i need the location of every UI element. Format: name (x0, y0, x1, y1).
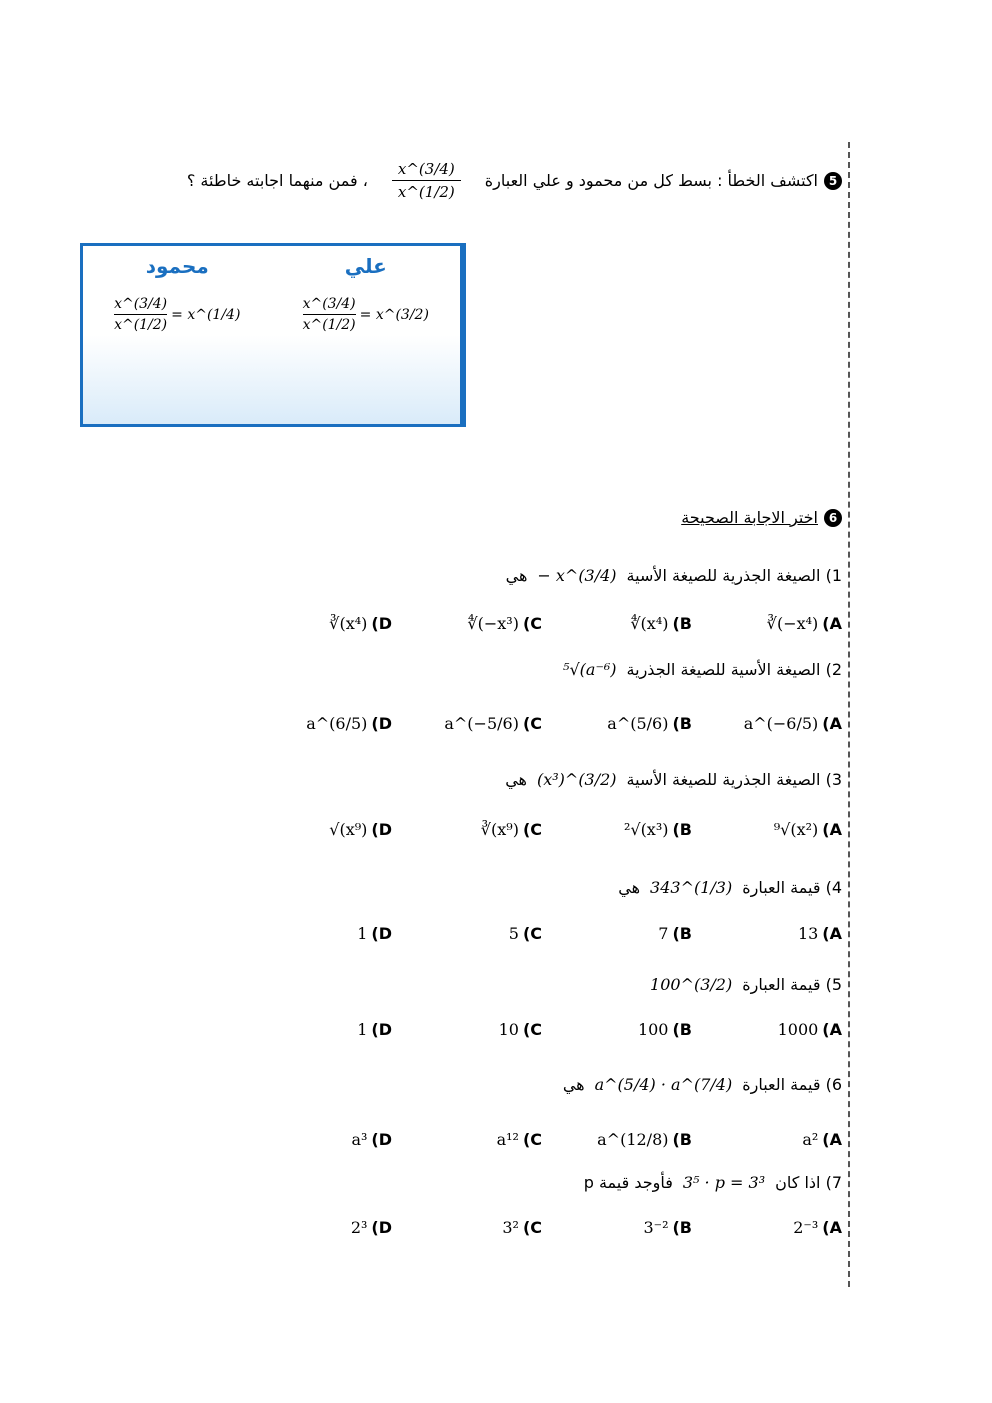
option-label: A) (822, 614, 842, 633)
options-row (242, 1218, 842, 1237)
option-label: B) (672, 820, 692, 839)
option-b[interactable] (542, 1218, 692, 1237)
option-label: B) (672, 1218, 692, 1237)
option-value: ∛(−x⁴) (766, 614, 819, 633)
options-row (242, 1130, 842, 1149)
option-value: ∛(x⁴) (329, 614, 368, 633)
question-7 (584, 1173, 842, 1192)
option-c[interactable] (392, 1020, 542, 1039)
option-b[interactable] (542, 1020, 692, 1039)
option-label: D) (371, 1020, 392, 1039)
option-label: D) (371, 924, 392, 943)
solution-result: = x^(1/4) (171, 306, 241, 323)
option-value: 10 (498, 1020, 519, 1039)
option-label: C) (522, 614, 542, 633)
question-5 (187, 160, 842, 201)
options-row (242, 924, 842, 943)
option-value: 1000 (777, 1020, 819, 1039)
solution-result: = x^(3/2) (359, 306, 429, 323)
option-label: A) (822, 924, 842, 943)
option-value: ∜(x⁴) (630, 614, 669, 633)
option-label: D) (371, 1218, 392, 1237)
option-value: a^(−5/6) (444, 714, 519, 733)
solution-expression (83, 296, 272, 333)
question-text: 1) الصيغة الجذرية للصيغة الأسية (626, 566, 842, 585)
option-d[interactable] (242, 1218, 392, 1237)
option-a[interactable] (692, 1020, 842, 1039)
option-c[interactable] (392, 714, 542, 733)
options-row (242, 614, 842, 633)
option-label: D) (371, 1130, 392, 1149)
question-suffix: هي (562, 1075, 585, 1094)
option-c[interactable] (392, 820, 542, 839)
option-a[interactable] (692, 924, 842, 943)
option-label: D) (371, 614, 392, 633)
solutions-table (80, 243, 466, 427)
solution-denominator: x^(1/2) (114, 317, 168, 333)
option-d[interactable] (242, 714, 392, 733)
option-c[interactable] (392, 1218, 542, 1237)
option-label: B) (672, 924, 692, 943)
option-label: A) (822, 1130, 842, 1149)
option-a[interactable] (692, 1218, 842, 1237)
option-label: A) (822, 714, 842, 733)
question-4 (618, 878, 842, 897)
option-value: ∛(x⁹) (480, 820, 519, 839)
option-b[interactable] (542, 1130, 692, 1149)
option-value: a^(12/8) (597, 1130, 669, 1149)
expression-numerator: x^(3/4) (397, 160, 455, 178)
option-value: a³ (351, 1130, 368, 1149)
question-3 (505, 770, 842, 789)
option-label: C) (522, 1218, 542, 1237)
options-row (242, 714, 842, 733)
question-expression: − x^(3/4) (537, 566, 617, 585)
option-value: a¹² (496, 1130, 519, 1149)
option-value: ⁹√(x²) (773, 820, 819, 839)
question-text: 5) قيمة العبارة (742, 975, 842, 994)
option-label: C) (522, 714, 542, 733)
question-suffix: هي (505, 770, 527, 789)
section-title-text: اختر الاجابة الصحيحة (681, 508, 818, 527)
option-value: 3⁻² (643, 1218, 669, 1237)
question-expression: ⁵√(a⁻⁶) (563, 660, 617, 679)
option-d[interactable] (242, 1130, 392, 1149)
option-d[interactable] (242, 924, 392, 943)
options-row (242, 820, 842, 839)
expression-denominator: x^(1/2) (397, 183, 455, 201)
question-suffix: هي (505, 566, 528, 585)
option-label: C) (522, 1020, 542, 1039)
option-value: 3² (502, 1218, 519, 1237)
option-value: ²√(x³) (623, 820, 669, 839)
option-value: 100 (637, 1020, 669, 1039)
question-expression: (x³)^(3/2) (536, 770, 617, 789)
student-name: علي (344, 254, 387, 278)
option-a[interactable] (692, 820, 842, 839)
margin-dashed-line (848, 142, 850, 1287)
option-value: ∜(−x³) (467, 614, 519, 633)
option-value: 1 (357, 924, 368, 943)
question-5-text-b: ، فمن منهما اجابته خاطئة ؟ (186, 171, 368, 190)
option-label: C) (522, 924, 542, 943)
solution-denominator: x^(1/2) (302, 317, 356, 333)
option-value: 2³ (350, 1218, 368, 1237)
option-label: B) (672, 1020, 692, 1039)
question-expression: a^(5/4) · a^(7/4) (594, 1075, 733, 1094)
option-a[interactable] (692, 714, 842, 733)
question-5 (650, 975, 842, 994)
option-d[interactable] (242, 820, 392, 839)
option-d[interactable] (242, 614, 392, 633)
option-b[interactable] (542, 614, 692, 633)
option-label: A) (822, 820, 842, 839)
option-a[interactable] (692, 1130, 842, 1149)
option-c[interactable] (392, 924, 542, 943)
option-c[interactable] (392, 1130, 542, 1149)
question-text: 6) قيمة العبارة (742, 1075, 842, 1094)
option-b[interactable] (542, 820, 692, 839)
question-1 (506, 566, 842, 585)
question-text: 7) اذا كان (775, 1173, 842, 1192)
option-value: 1 (357, 1020, 368, 1039)
option-c[interactable] (392, 614, 542, 633)
option-value: a^(5/6) (607, 714, 669, 733)
option-b[interactable] (542, 714, 692, 733)
option-label: B) (672, 614, 692, 633)
section-6-title (681, 508, 842, 527)
option-value: a^(−6/5) (743, 714, 819, 733)
options-row (242, 1020, 842, 1039)
option-a[interactable] (692, 614, 842, 633)
solution-cell-ali (272, 246, 464, 424)
question-expression: 3⁵ · p = 3³ (682, 1173, 766, 1192)
question-5-expression (392, 160, 461, 201)
solution-cell-mahmoud (83, 246, 272, 424)
option-value: 13 (797, 924, 819, 943)
option-label: C) (522, 1130, 542, 1149)
student-name: محمود (145, 254, 209, 278)
option-label: B) (672, 1130, 692, 1149)
question-expression: 100^(3/2) (650, 975, 733, 994)
question-suffix: فأوجد قيمة p (583, 1173, 673, 1192)
question-suffix: هي (618, 878, 641, 897)
option-value: 2⁻³ (793, 1218, 819, 1237)
question-2 (563, 660, 842, 679)
option-label: C) (522, 820, 542, 839)
option-label: A) (822, 1218, 842, 1237)
option-label: D) (371, 714, 392, 733)
solution-numerator: x^(3/4) (114, 296, 168, 312)
option-label: D) (371, 820, 392, 839)
option-d[interactable] (242, 1020, 392, 1039)
option-value: a^(6/5) (306, 714, 368, 733)
solution-expression (272, 296, 461, 333)
option-value: √(x⁹) (329, 820, 368, 839)
option-label: B) (672, 714, 692, 733)
question-5-text-a: اكتشف الخطأ : بسط كل من محمود و علي العبارة (484, 171, 818, 190)
question-number-badge: 5 (824, 172, 842, 190)
option-value: 7 (658, 924, 669, 943)
question-text: 4) قيمة العبارة (742, 878, 842, 897)
question-number-badge: 6 (824, 509, 842, 527)
option-value: 5 (508, 924, 519, 943)
question-text: 2) الصيغة الأسية للصيغة الجذرية (626, 660, 842, 679)
option-label: A) (822, 1020, 842, 1039)
solution-numerator: x^(3/4) (302, 296, 356, 312)
option-value: a² (802, 1130, 819, 1149)
question-expression: 343^(1/3) (650, 878, 733, 897)
question-text: 3) الصيغة الجذرية للصيغة الأسية (626, 770, 842, 789)
question-6 (563, 1075, 842, 1094)
option-b[interactable] (542, 924, 692, 943)
